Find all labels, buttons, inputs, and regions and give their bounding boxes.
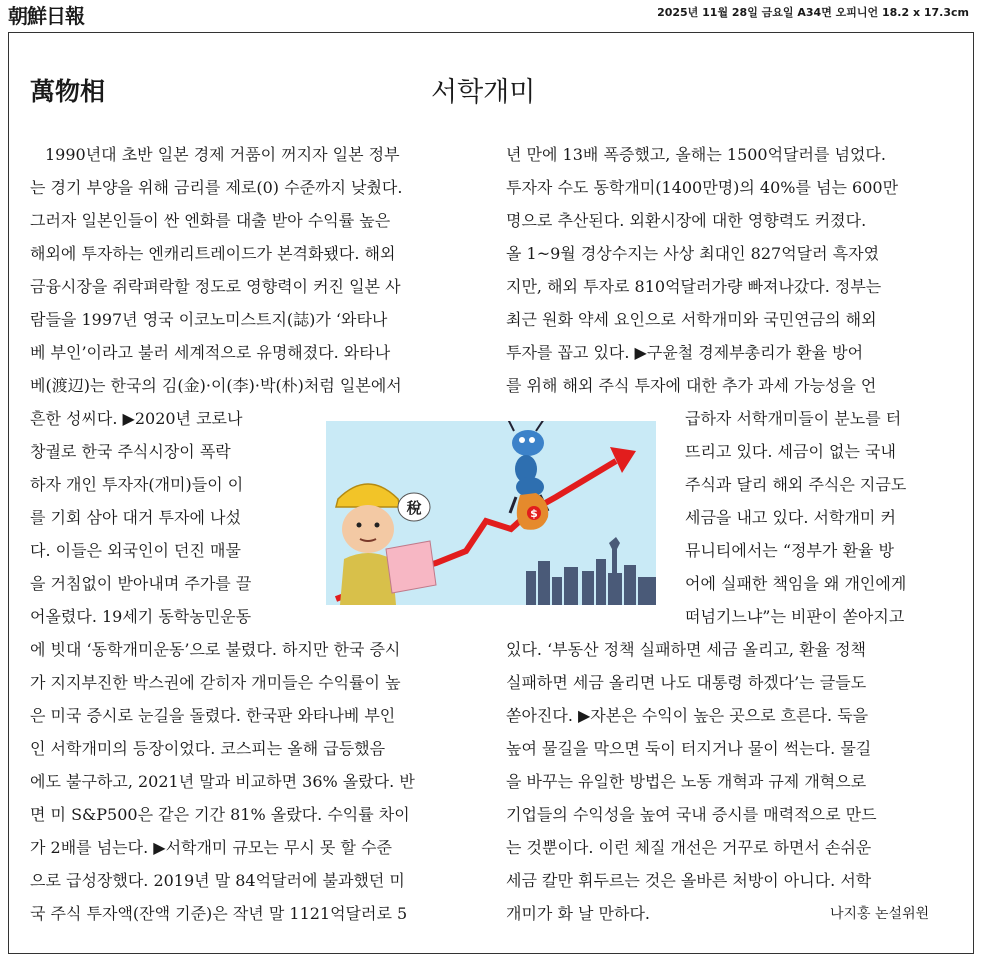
body-line: 뜨리고 있다. 세금이 없는 국내: [685, 442, 896, 461]
cartoon-illustration: [326, 421, 656, 605]
body-line: 금융시장을 쥐락펴락할 정도로 영향력이 커진 일본 사: [30, 277, 401, 296]
body-line: 람들을 1997년 영국 이코노미스트지(誌)가 ‘와타나: [30, 310, 388, 329]
column-name: 萬物相: [30, 77, 106, 106]
body-line: 를 위해 해외 주식 투자에 대한 추가 과세 가능성을 언: [506, 376, 877, 395]
body-line: 높여 물길을 막으면 둑이 터지거나 물이 썩는다. 물길: [506, 739, 872, 758]
body-line: 에 빗대 ‘동학개미운동’으로 불렸다. 하지만 한국 증시: [30, 640, 401, 659]
body-line: 투자를 꼽고 있다. ▶구윤철 경제부총리가 환율 방어: [506, 343, 864, 362]
tax-document-icon: [386, 541, 436, 593]
body-line: 지만, 해외 투자로 810억달러가량 빠져나갔다. 정부는: [506, 277, 882, 296]
body-line: 세금을 내고 있다. 서학개미 커: [685, 508, 896, 527]
body-line: 1990년대 초반 일본 경제 거품이 꺼지자 일본 정부: [45, 145, 400, 164]
body-line: 있다. ‘부동산 정책 실패하면 세금 올리고, 환율 정책: [506, 640, 866, 659]
body-line: 어올렸다. 19세기 동학농민운동: [30, 607, 252, 626]
tax-speech-bubble: [398, 493, 430, 521]
body-line: 급하자 서학개미들이 분노를 터: [685, 409, 902, 428]
body-line: 최근 원화 약세 요인으로 서학개미와 국민연금의 해외: [506, 310, 877, 329]
body-line: 창궐로 한국 주식시장이 폭락: [30, 442, 231, 461]
body-line: 떠넘기느냐”는 비판이 쏟아지고: [685, 607, 905, 626]
body-line: 투자자 수도 동학개미(1400만명)의 40%를 넘는 600만: [506, 178, 899, 197]
cartoon-svg: [326, 421, 656, 605]
body-line: 하자 개인 투자자(개미)들이 이: [30, 475, 244, 494]
body-line: 흔한 성씨다. ▶2020년 코로나: [30, 409, 243, 428]
body-line: 년 만에 13배 폭증했고, 올해는 1500억달러를 넘었다.: [506, 145, 886, 164]
body-line: 가 지지부진한 박스권에 갇히자 개미들은 수익률이 높: [30, 673, 401, 692]
newspaper-masthead: 朝鮮日報: [8, 4, 84, 28]
body-line: 어에 실패한 책임을 왜 개인에게: [685, 574, 907, 593]
body-line: 을 거침없이 받아내며 주가를 끌: [30, 574, 252, 593]
article-headline: 서학개미: [431, 77, 536, 108]
body-line: 기업들의 수익성을 높여 국내 증시를 매력적으로 만드: [506, 805, 877, 824]
body-line: 개미가 화 날 만하다.: [506, 904, 650, 923]
body-line: 가 2배를 넘는다. ▶서학개미 규모는 무시 못 할 수준: [30, 838, 392, 857]
body-line: 뮤니티에서는 “정부가 환율 방: [685, 541, 894, 560]
body-line: 베 부인’이라고 불러 세계적으로 유명해졌다. 와타나: [30, 343, 391, 362]
body-line: 국 주식 투자액(잔액 기준)은 작년 말 1121억달러로 5: [30, 904, 408, 923]
publication-meta: 2025년 11월 28일 금요일 A34면 오피니언 18.2 x 17.3cm: [657, 6, 969, 19]
coin-label: $: [530, 507, 538, 520]
body-line: 를 기회 삼아 대거 투자에 나섰: [30, 508, 241, 527]
body-line: 명으로 추산된다. 외환시장에 대한 영향력도 커졌다.: [506, 211, 867, 230]
body-line: 다. 이들은 외국인이 던진 매물: [30, 541, 241, 560]
body-line: 실패하면 세금 올리면 나도 대통령 하겠다’는 글들도: [506, 673, 867, 692]
body-line: 는 것뿐이다. 이런 체질 개선은 거꾸로 하면서 손쉬운: [506, 838, 872, 857]
body-line: 면 미 S&P500은 같은 기간 81% 올랐다. 수익률 차이: [30, 805, 410, 824]
body-line: 은 미국 증시로 눈길을 돌렸다. 한국판 와타나베 부인: [30, 706, 396, 725]
body-line: 에도 불구하고, 2021년 말과 비교하면 36% 올랐다. 반: [30, 772, 415, 791]
body-line: 해외에 투자하는 엔캐리트레이드가 본격화됐다. 해외: [30, 244, 396, 263]
body-line: 을 바꾸는 유일한 방법은 노동 개혁과 규제 개혁으로: [506, 772, 867, 791]
body-line: 으로 급성장했다. 2019년 말 84억달러에 불과했던 미: [30, 871, 405, 890]
body-line: 그러자 일본인들이 싼 엔화를 대출 받아 수익률 높은: [30, 211, 391, 230]
tax-label: 稅: [406, 499, 422, 517]
body-line: 베(渡辺)는 한국의 김(金)·이(李)·박(朴)처럼 일본에서: [30, 376, 402, 395]
body-line: 쏟아진다. ▶자본은 수익이 높은 곳으로 흐른다. 둑을: [506, 706, 869, 725]
body-line: 인 서학개미의 등장이었다. 코스피는 올해 급등했음: [30, 739, 386, 758]
body-line: 는 경기 부양을 위해 금리를 제로(0) 수준까지 낮췄다.: [30, 178, 403, 197]
author-byline: 나지홍 논설위원: [830, 906, 930, 922]
body-line: 올 1~9월 경상수지는 사상 최대인 827억달러 흑자였: [506, 244, 880, 263]
body-line: 주식과 달리 해외 주식은 지금도: [685, 475, 907, 494]
body-line: 세금 칼만 휘두르는 것은 올바른 처방이 아니다. 서학: [506, 871, 872, 890]
